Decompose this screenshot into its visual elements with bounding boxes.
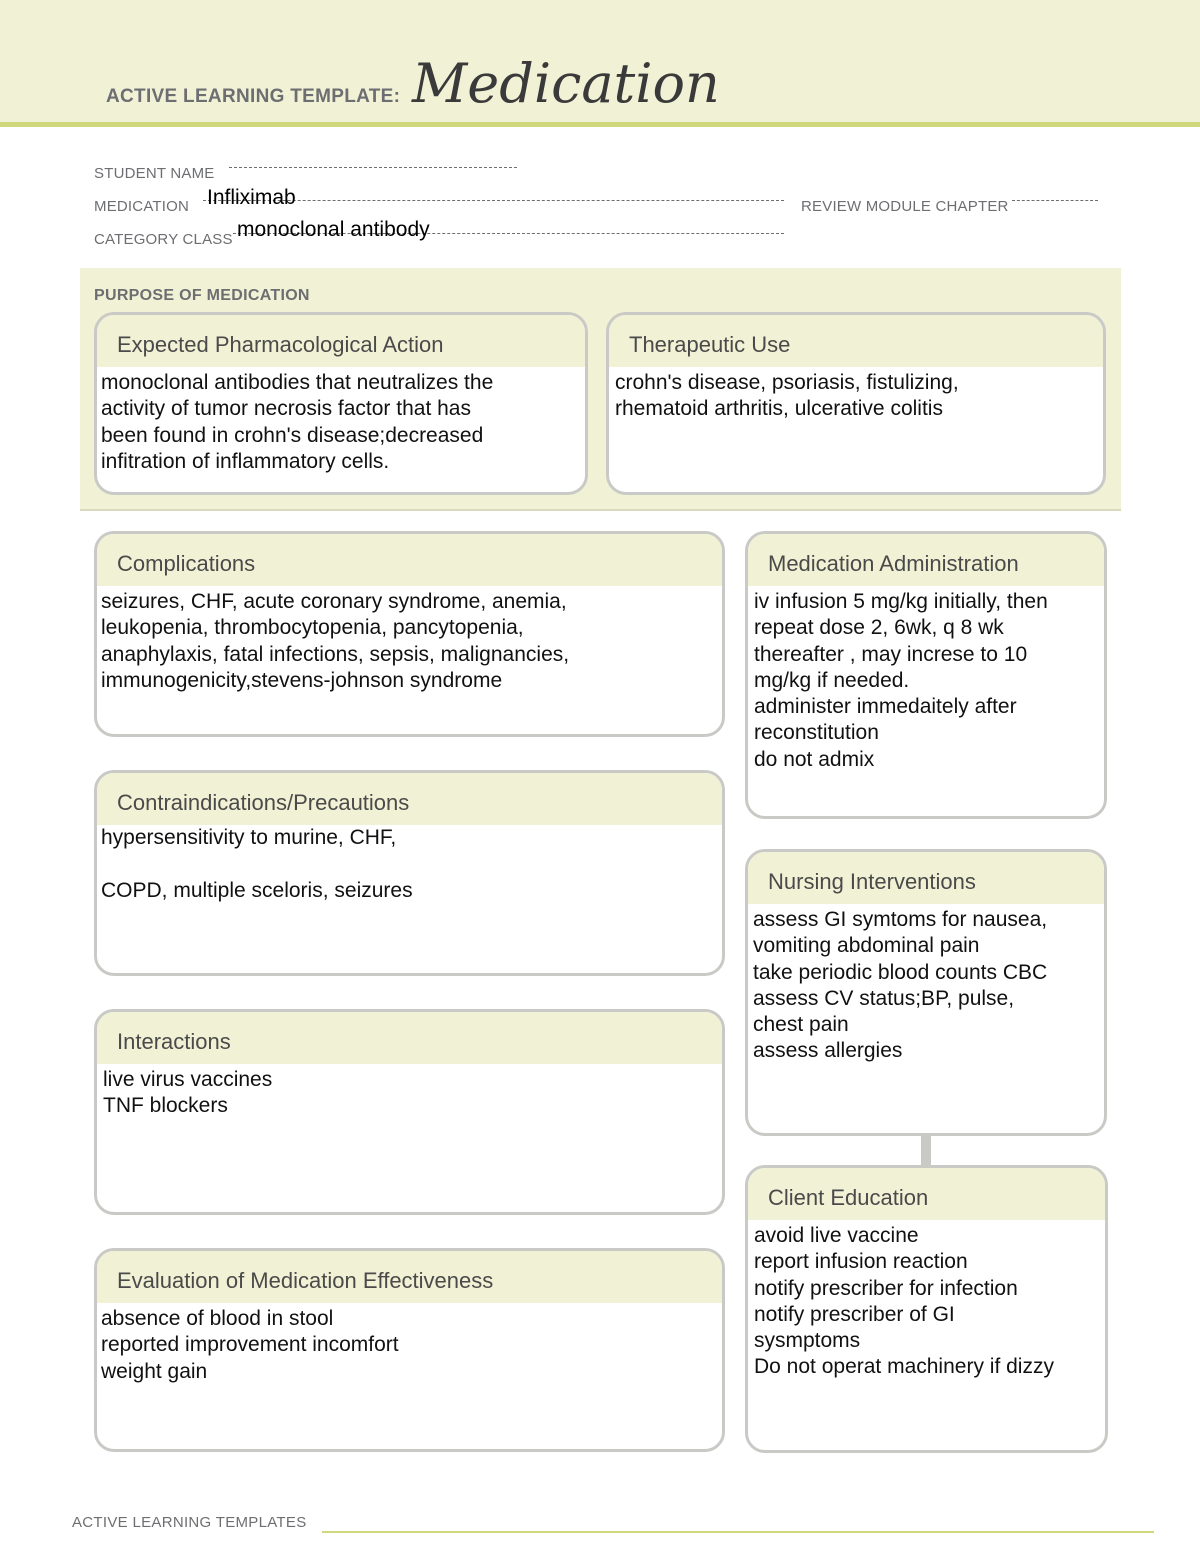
footer-divider (322, 1531, 1154, 1533)
nursing-interventions-body[interactable]: assess GI symtoms for nausea, vomiting abdominal pain take periodic blood counts CBC assess CV status;BP, pulse, chest pain assess allergies (753, 908, 1048, 1063)
medication-label: MEDICATION (94, 198, 190, 215)
client-education-heading: Client Education (748, 1168, 1105, 1220)
category-class-value: monoclonal antibody (237, 218, 430, 241)
category-class-label: CATEGORY CLASS (94, 231, 233, 248)
evaluation-box (94, 1248, 725, 1452)
nursing-interventions-heading: Nursing Interventions (748, 852, 1104, 904)
contraindications-body[interactable]: hypersensitivity to murine, CHF, COPD, multiple sceloris, seizures (101, 826, 413, 902)
complications-body[interactable]: seizures, CHF, acute coronary syndrome, anemia, leukopenia, thrombocytopenia, pancytopenia, anaphylaxis, fatal infections, sepsis, malignancies, immunogenicity,stevens-johnson syndrome (101, 590, 570, 692)
review-module-label: REVIEW MODULE CHAPTER (801, 198, 1009, 215)
therapeutic-use-heading: Therapeutic Use (609, 315, 1103, 367)
complications-box (94, 531, 725, 737)
client-education-box (745, 1165, 1108, 1453)
footer-label: ACTIVE LEARNING TEMPLATES (72, 1514, 307, 1531)
purpose-title: PURPOSE OF MEDICATION (94, 287, 310, 304)
expected-action-body[interactable]: monoclonal antibodies that neutralizes the activity of tumor necrosis factor that has been found in crohn's disease;decreased infitration of inflammatory cells. (101, 371, 494, 473)
nursing-interventions-box (745, 849, 1107, 1136)
administration-box (745, 531, 1107, 819)
therapeutic-use-box (606, 312, 1106, 495)
expected-action-heading: Expected Pharmacological Action (97, 315, 585, 367)
student-name-label: STUDENT NAME (94, 165, 215, 182)
evaluation-body[interactable]: absence of blood in stool reported improvement incomfort weight gain (101, 1307, 399, 1383)
administration-body[interactable]: iv infusion 5 mg/kg initially, then repeat dose 2, 6wk, q 8 wk thereafter , may increse to 10 mg/kg if needed. administer immedaitely after reconstitution do not admix (754, 590, 1048, 771)
page-title: Medication (412, 52, 720, 115)
contraindications-box (94, 770, 725, 976)
box-connector (921, 1134, 931, 1166)
review-module-field[interactable] (1012, 200, 1098, 201)
evaluation-heading: Evaluation of Medication Effectiveness (97, 1251, 722, 1303)
template-label: ACTIVE LEARNING TEMPLATE: (106, 86, 401, 107)
interactions-heading: Interactions (97, 1012, 722, 1064)
complications-heading: Complications (97, 534, 722, 586)
student-name-field[interactable] (229, 167, 517, 168)
header-divider (0, 122, 1200, 127)
interactions-box (94, 1009, 725, 1215)
contraindications-heading: Contraindications/Precautions (97, 773, 722, 825)
administration-heading: Medication Administration (748, 534, 1104, 586)
therapeutic-use-body[interactable]: crohn's disease, psoriasis, fistulizing, rhematoid arthritis, ulcerative colitis (615, 371, 959, 421)
medication-value: Infliximab (207, 186, 296, 209)
interactions-body[interactable]: live virus vaccines TNF blockers (103, 1068, 273, 1118)
expected-action-box (94, 312, 588, 495)
client-education-body[interactable]: avoid live vaccine report infusion reaction notify prescriber for infection notify prescriber of GI sysmptoms Do not operat machinery if dizzy (754, 1224, 1054, 1379)
